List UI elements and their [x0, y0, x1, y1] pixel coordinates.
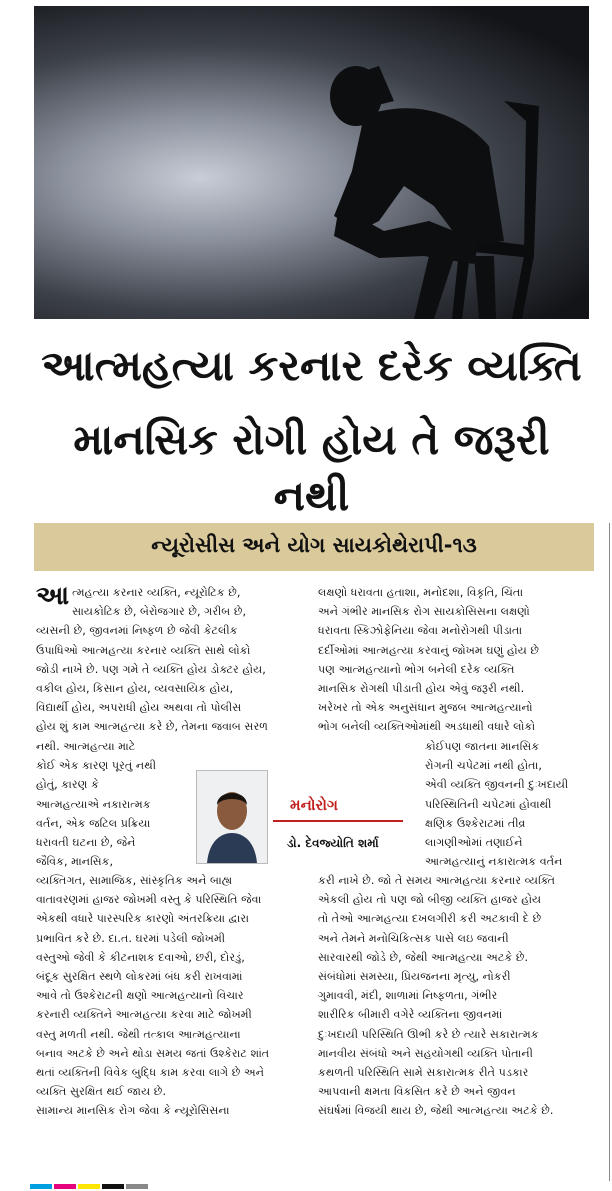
- article-line: વસ્તુ મળતી નથી. જેથી તત્કાલ આત્મહત્યાના: [36, 1027, 241, 1041]
- color-swatch: [30, 1184, 52, 1189]
- article-line: એકલી હોય તો પણ જો બીજી વ્યક્તિ હાજર હોય: [318, 893, 542, 907]
- author-photo: [196, 770, 268, 864]
- color-swatch: [102, 1184, 124, 1189]
- article-line: ક્ષણિક ઉશ્કેરાટમાં તીવ્ર: [425, 816, 526, 830]
- article-line: સંઘર્ષમાં વિજયી થાય છે, જેથી આત્મહત્યા અટકે છે.: [318, 1104, 554, 1118]
- column-name: મનોરોગ: [290, 796, 338, 814]
- article-line: હોતું, કારણ કે: [36, 778, 99, 792]
- article-left-column-bottom: [36, 871, 302, 1121]
- article-line: ગુમાવવી, મંદી, શાળામાં નિષ્ફળતા, ગંભીર: [318, 989, 498, 1003]
- article-line: આપવાની ક્ષમતા વિકસિત કરે છે અને જીવન: [318, 1085, 516, 1099]
- article-line: દુઃખદાયી પરિસ્થિતિ ઊભી કરે છે ત્યારે સકારાત્મક: [318, 1027, 539, 1041]
- article-line: અને તેમને મનોચિકિત્સક પાસે લઇ જવાની: [318, 931, 509, 945]
- byline-divider: [273, 820, 403, 822]
- article-line: જૈવિક, માનસિક,: [36, 855, 114, 869]
- color-swatch: [126, 1184, 148, 1189]
- article-line: બનાવ અટકે છે અને થોડા સમય જતાં ઉશ્કેરાટ શાંત: [36, 1046, 270, 1060]
- article-line: કોઈ એક કારણ પૂરતું નથી: [36, 759, 157, 773]
- article-line: વિદ્યાર્થી હોય, અપરાધી હોય અથવા તો પોલીસ: [36, 701, 242, 715]
- article-line: કરનારી વ્યક્તિને આત્મહત્યા કરવા માટે જોખમી: [36, 1008, 252, 1022]
- article-line: જોડી નાખે છે. પણ ગમે તે વ્યક્તિ હોય ડોક્ટર હોય,: [36, 662, 266, 676]
- article-left-column-top: [36, 583, 302, 737]
- series-band: [34, 523, 594, 571]
- article-line: વર્તન, એક જટિલ પ્રક્રિયા: [36, 816, 151, 830]
- column-divider-rule: [609, 523, 610, 1181]
- article-right-column-bottom: [318, 871, 590, 1121]
- article-line: આત્મહત્યાનું નકારાત્મક વર્તન: [425, 855, 563, 869]
- article-line: હોય શું કામ આત્મહત્યા કરે છે, તેમના જવાબ સરળ: [36, 720, 268, 734]
- article-line: કરી નાખે છે. જો તે સમય આત્મહત્યા કરનાર વ્યક્તિ: [318, 874, 556, 887]
- article-line: સામાન્ય માનસિક રોગ જેવા કે ન્યૂરોસિસના: [36, 1104, 230, 1118]
- drop-cap: આ: [36, 581, 70, 611]
- headline-line-1: આત્મહત્યા કરનાર દરેક વ્યક્તિ: [41, 341, 582, 390]
- article-line: વસ્તુઓ જેવી કે કીટનાશક દવાઓ, છરી, દોરડું,: [36, 950, 245, 964]
- hero-photo-distressed-person: [34, 6, 589, 319]
- article-line: ત્મહત્યા કરનાર વ્યક્તિ, ન્યૂરોટિક છે,: [72, 586, 241, 599]
- silhouette-illustration: [34, 6, 589, 319]
- article-line: વાતાવરણમાં હાજર જોખમી વસ્તુ કે પરિસ્થિતિ જેવા: [36, 893, 262, 907]
- article-right-column-narrow: [425, 737, 590, 871]
- article-line: પણ આત્મહત્યાનો ભોગ બનેલી દરેક વ્યક્તિ: [318, 662, 515, 676]
- article-line: કથળતી પરિસ્થિતિ સામે સકારાત્મક રીતે પડકાર: [318, 1066, 529, 1080]
- article-line: માનવીય સંબંધો અને સહયોગથી વ્યક્તિ પોતાની: [318, 1046, 533, 1060]
- color-swatch: [54, 1184, 76, 1189]
- article-line: તો તેઓ આત્મહત્યા દખલગીરી કરી અટકાવી દે છે: [318, 912, 542, 926]
- article-line: આવે તો ઉશ્કેરાટની ક્ષણો આત્મહત્યાનો વિચાર: [36, 989, 244, 1003]
- author-name: ડો. દેવજ્યોતિ શર્મા: [287, 836, 379, 850]
- color-swatch: [78, 1184, 100, 1189]
- article-line: પરિસ્થિતિની ચપેટમાં હોવાથી: [425, 797, 552, 811]
- article-line: વકીલ હોય, કિસાન હોય, વ્યવસાયિક હોય,: [36, 682, 234, 696]
- article-line: કોઈપણ જાતના માનસિક: [425, 740, 540, 753]
- article-line: વ્યક્તિગત, સામાજિક, સાંસ્કૃતિક અને બાહ્ય: [36, 874, 233, 887]
- article-line: વ્યક્તિ સુરક્ષિત થઈ જાય છે.: [36, 1085, 167, 1099]
- article-line: બંદૂક સુરક્ષિત સ્થળે લોકરમાં બંધ કરી રાખવામાં: [36, 970, 243, 984]
- headline-line-2: માનસિક રોગી હોય તે જરૂરી નથી: [73, 415, 550, 520]
- article-right-column-top: [318, 583, 590, 737]
- article-line: સાયકોટિક છે, બેરોજગાર છે, ગરીબ છે,: [72, 605, 247, 619]
- article-line: પ્રભાવિત કરે છે. દા.ત. ઘરમાં પડેલી જોખમી: [36, 931, 226, 945]
- article-line: લક્ષણો ધરાવતા હતાશા, મનોદશા, વિકૃતિ, ચિંતા: [318, 586, 524, 599]
- article-line: ખરેખર તો એક અનુસંધાન મુજબ આત્મહત્યાનો: [318, 701, 533, 715]
- article-line: સંબંધોમાં સમસ્યા, પ્રિયજનના મૃત્યુ, નોકરી: [318, 970, 511, 984]
- article-left-column-narrow: [36, 737, 181, 871]
- article-line: શારીરિક બીમારી વગેરે વ્યક્તિના જીવનમાં: [318, 1008, 503, 1022]
- article-line: થતાં વ્યક્તિની વિવેક બુદ્ધિ કામ કરવા લાગે છે અને: [36, 1066, 265, 1080]
- article-line: ઉપાધિઓ આત્મહત્યા કરનાર વ્યક્તિ સાથે લોકો: [36, 643, 251, 657]
- article-line: ધરાવતા સ્કિઝોફેનિયા જેવા મનોરોગથી પીડાતા: [318, 624, 523, 638]
- article-line: નથી. આત્મહત્યા માટે: [36, 740, 136, 753]
- article-line: દર્દીઓમાં આત્મહત્યા કરવાનું જોખમ ઘણું હોય છે: [318, 643, 540, 657]
- article-line: ધરાવતી ઘટના છે, જેને: [36, 836, 136, 850]
- article-line: માનસિક રોગથી પીડાતી હોય એવું જરૂરી નથી.: [318, 682, 525, 696]
- article-line: રોગની ચપેટમાં નથી હોતા,: [425, 759, 542, 773]
- article-line: સારવારથી જોડે છે, જેથી આત્મહત્યા અટકે છે.: [318, 950, 529, 964]
- article-line: વ્યસની છે, જીવનમાં નિષ્ફળ છે જેવી કેટલીક: [36, 624, 238, 638]
- article-line: એકથી વધારે પારસ્પરિક કારણો અંતરક્રિયા દ્વારા: [36, 912, 249, 926]
- article-line: આત્મહત્યાએ નકારાત્મક: [36, 797, 151, 811]
- article-line: અને ગંભીર માનસિક રોગ સાયકોસિસના લક્ષણો: [318, 605, 530, 619]
- series-title: ન્યૂરોસીસ અને યોગ સાયકોથેરાપી-૧૩: [151, 533, 477, 557]
- article-line: લાગણીઓમાં તણાઈને: [425, 836, 523, 850]
- article-line: એવી વ્યક્તિ જીવનની દુઃખદાયી: [425, 778, 569, 792]
- article-line: ભોગ બનેલી વ્યક્તિઓમાંથી અડધાથી વધારે લોકો: [318, 720, 536, 734]
